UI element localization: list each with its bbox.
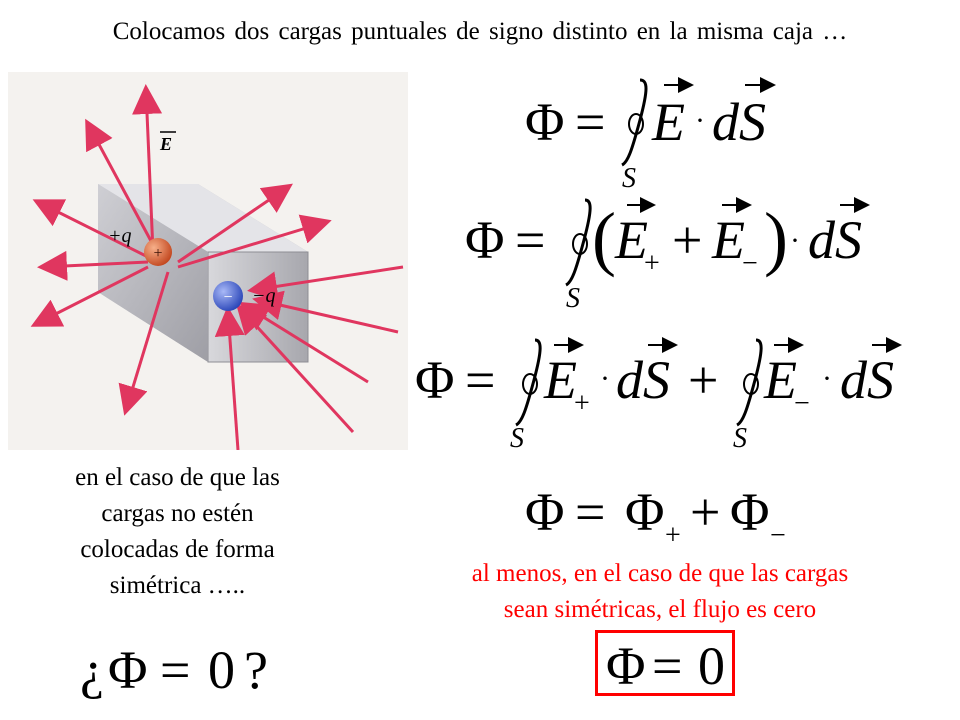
svg-text:dS: dS: [712, 92, 766, 152]
asymmetric-note-line: simétrica …..: [109, 572, 246, 599]
svg-text:=: =: [160, 640, 191, 700]
svg-text:+: +: [574, 388, 590, 419]
svg-text:0: 0: [208, 640, 235, 700]
asymmetric-note-line: en el caso de que las: [75, 464, 280, 491]
field-label: E: [160, 134, 173, 154]
svg-text:Φ: Φ: [625, 482, 665, 542]
svg-text:dS: dS: [616, 350, 670, 410]
equation-1: [525, 80, 772, 194]
svg-text:S: S: [622, 163, 636, 194]
svg-text:S: S: [566, 283, 580, 314]
svg-text:E: E: [712, 210, 745, 270]
svg-text:+: +: [644, 248, 660, 279]
svg-text:·: ·: [822, 362, 832, 395]
svg-text:=: =: [575, 482, 606, 542]
svg-text:·: ·: [790, 224, 800, 257]
symmetric-conclusion: [405, 556, 915, 628]
svg-text:=: =: [575, 92, 606, 152]
svg-text:(: (: [592, 198, 616, 278]
svg-text:−: −: [742, 248, 758, 279]
svg-text:+: +: [690, 482, 721, 542]
svg-text:dS: dS: [840, 350, 894, 410]
equation-4: [525, 482, 786, 551]
symmetric-conclusion-line: sean simétricas, el flujo es cero: [503, 596, 817, 623]
svg-text:¿: ¿: [80, 640, 104, 700]
asymmetric-note: [20, 460, 335, 604]
svg-text:E: E: [615, 210, 648, 270]
symmetric-conclusion-line: al menos, en el caso de que las cargas: [471, 560, 849, 587]
svg-text:+: +: [688, 350, 719, 410]
svg-text:=: =: [652, 636, 683, 696]
svg-text:Φ: Φ: [730, 482, 770, 542]
svg-text:dS: dS: [808, 210, 862, 270]
svg-text:E: E: [544, 350, 577, 410]
result-box: [595, 630, 735, 696]
svg-text:=: =: [465, 350, 496, 410]
svg-text:Φ: Φ: [465, 210, 505, 270]
svg-text:S: S: [733, 423, 747, 454]
positive-charge-label: +q: [108, 225, 132, 247]
svg-text:−: −: [770, 520, 786, 551]
svg-text:·: ·: [695, 104, 705, 137]
svg-text:+: +: [665, 520, 681, 551]
svg-text:−: −: [794, 388, 810, 419]
svg-text:Φ: Φ: [525, 92, 565, 152]
svg-text:Φ: Φ: [415, 350, 455, 410]
svg-text:): ): [764, 198, 788, 278]
svg-text:0: 0: [698, 636, 725, 696]
slide-title: Colocamos dos cargas puntuales de signo distinto en la misma caja …: [112, 18, 848, 45]
positive-sign: +: [153, 245, 163, 262]
svg-text:S: S: [510, 423, 524, 454]
equation-3: [415, 340, 898, 454]
svg-text:E: E: [764, 350, 797, 410]
negative-sign: −: [223, 289, 233, 306]
svg-text:Φ: Φ: [525, 482, 565, 542]
negative-charge-label: −q: [252, 285, 276, 307]
svg-text:Φ: Φ: [108, 640, 148, 700]
svg-text:E: E: [652, 92, 685, 152]
svg-text:·: ·: [600, 362, 610, 395]
svg-text:=: =: [515, 210, 546, 270]
svg-text:?: ?: [244, 640, 268, 700]
question-equation: [80, 640, 268, 700]
asymmetric-note-line: cargas no estén: [101, 500, 254, 527]
svg-text:Φ: Φ: [606, 636, 646, 696]
asymmetric-note-line: colocadas de forma: [80, 536, 275, 563]
svg-text:+: +: [672, 210, 703, 270]
equation-2: [465, 198, 866, 314]
